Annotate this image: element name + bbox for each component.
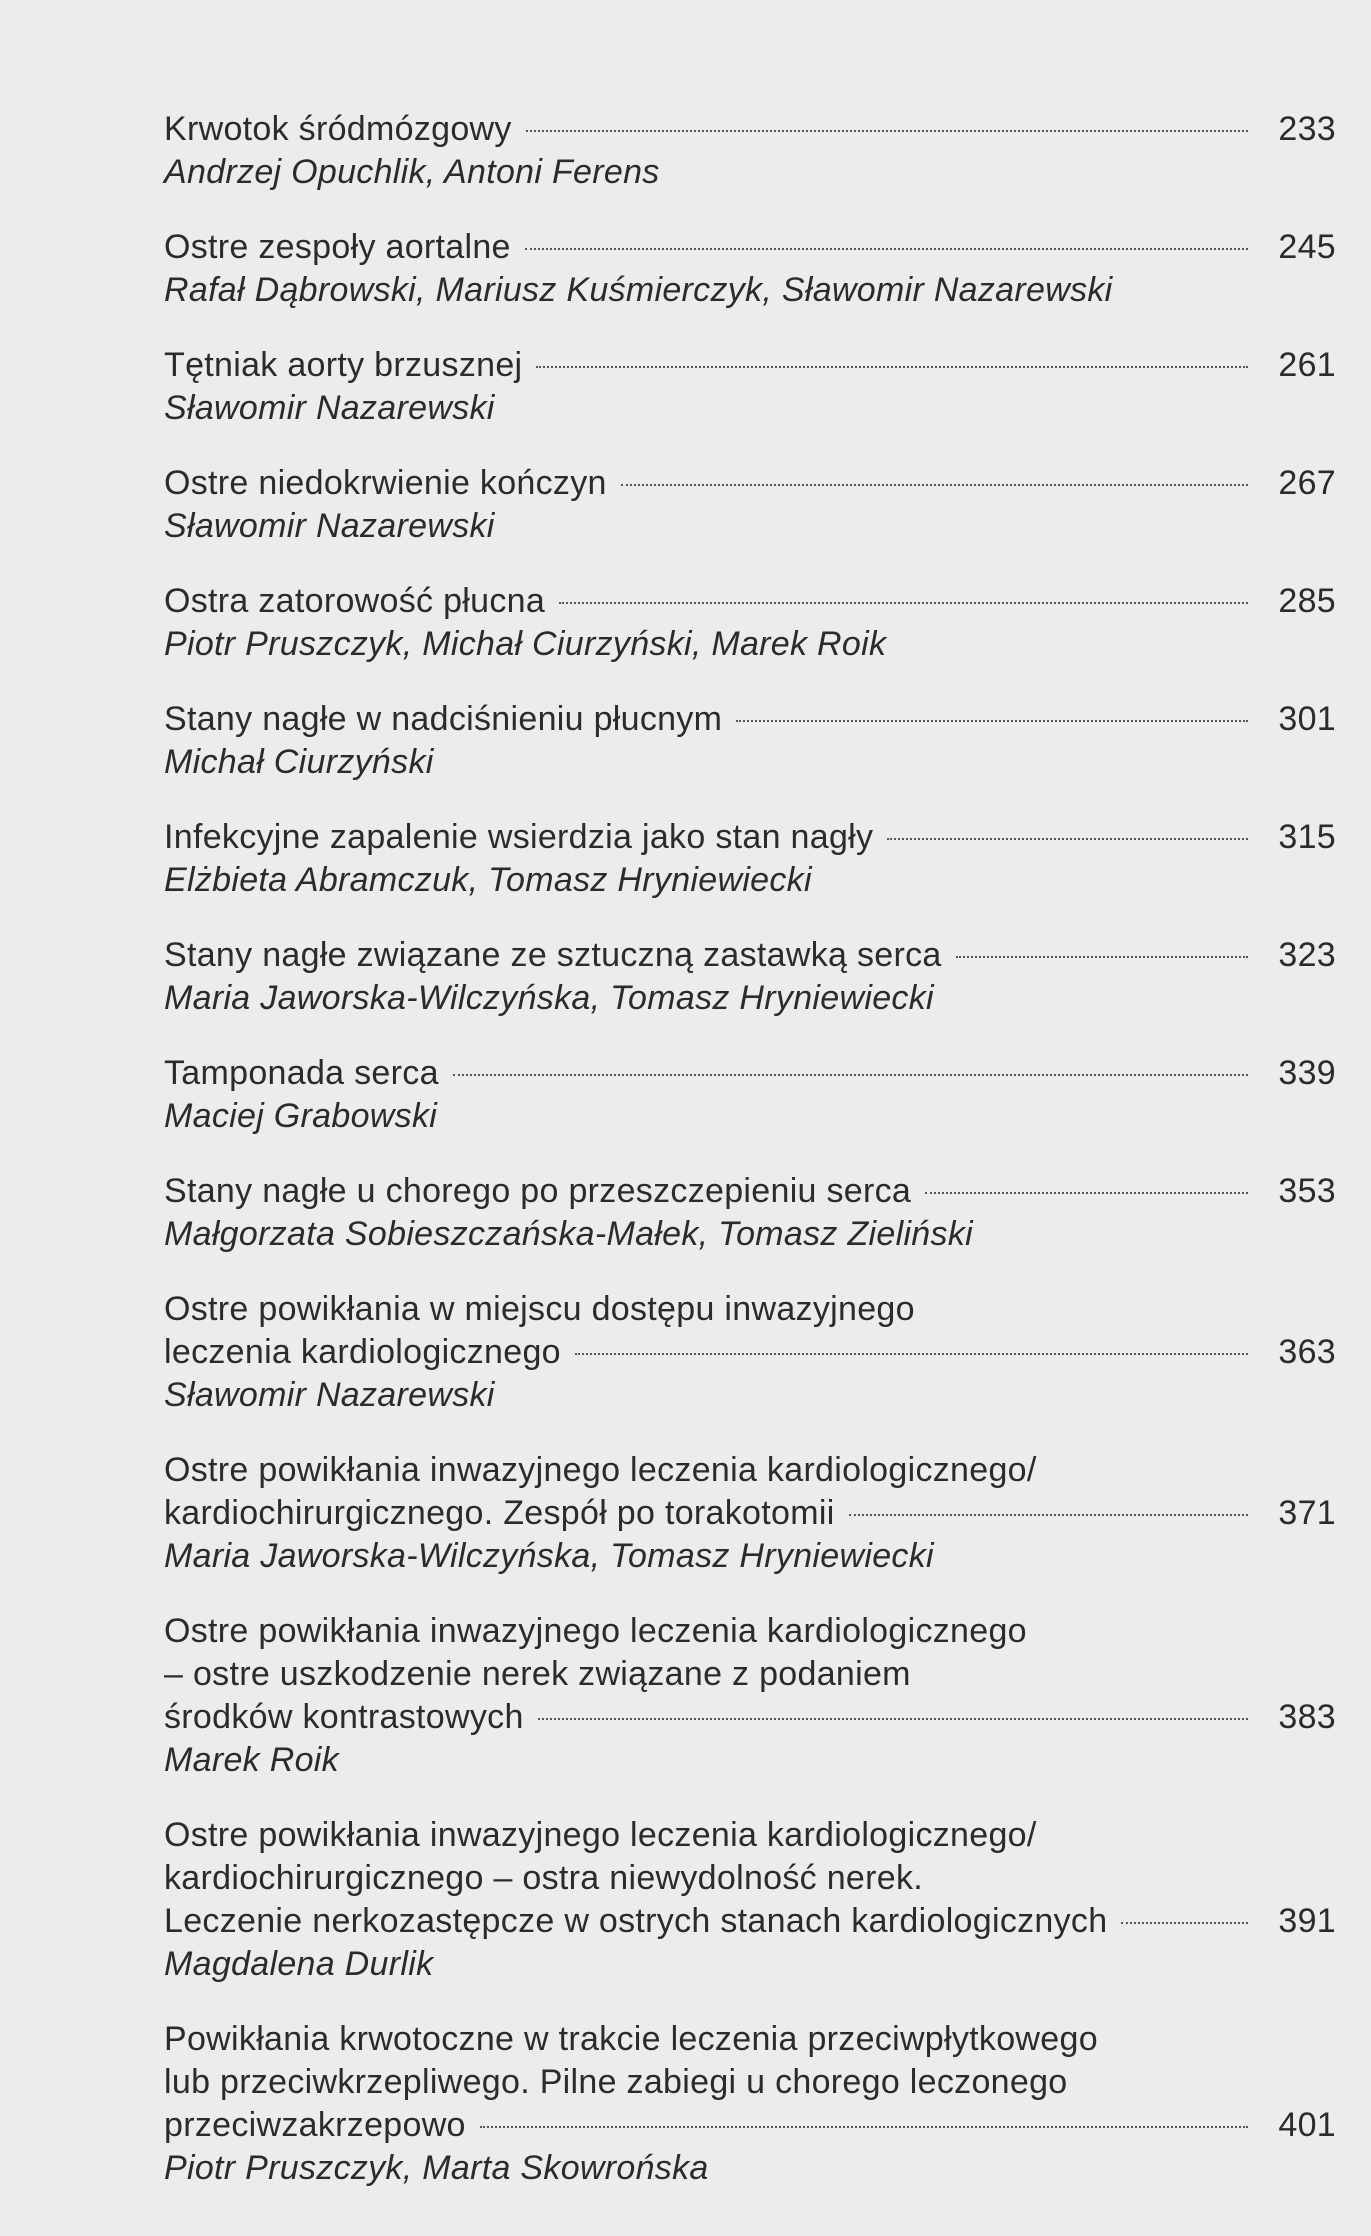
toc-entry-page-number: 261	[1278, 346, 1336, 384]
toc-entry-page-number: 233	[1278, 110, 1336, 148]
toc-entry-page-number: 353	[1278, 1172, 1336, 1210]
toc-entry-authors: Piotr Pruszczyk, Marta Skowrońska	[164, 2149, 709, 2187]
toc-entry-title-line: Stany nagłe związane ze sztuczną zastawką serca	[164, 936, 942, 974]
toc-entry-page-number: 285	[1278, 582, 1336, 620]
toc-entry-page-number: 401	[1278, 2106, 1336, 2144]
dot-leader	[849, 1514, 1248, 1516]
toc-entry	[164, 108, 1336, 194]
toc-entry	[164, 816, 1336, 902]
dot-leader	[887, 838, 1248, 840]
toc-entry	[164, 344, 1336, 430]
toc-entry-authors: Małgorzata Sobieszczańska-Małek, Tomasz Zieliński	[164, 1215, 973, 1253]
toc-entry-page-number: 245	[1278, 228, 1336, 266]
toc-entry-page-number: 301	[1278, 700, 1336, 738]
toc-entry-authors: Sławomir Nazarewski	[164, 389, 495, 427]
toc-entry-page-number: 391	[1278, 1902, 1336, 1940]
dot-leader	[453, 1074, 1248, 1076]
toc-entry-page-number: 267	[1278, 464, 1336, 502]
dot-leader	[621, 484, 1248, 486]
toc-entry-page-number: 315	[1278, 818, 1336, 856]
toc-entry-authors: Elżbieta Abramczuk, Tomasz Hryniewiecki	[164, 861, 812, 899]
toc-entry-title-line: kardiochirurgicznego. Zespół po torakotomii	[164, 1494, 835, 1532]
toc-entry-title-row	[164, 816, 1336, 859]
toc-entry-title-row	[164, 108, 1336, 151]
dot-leader	[559, 602, 1248, 604]
table-of-contents	[164, 108, 1336, 2222]
toc-entry-authors: Marek Roik	[164, 1741, 339, 1779]
toc-entry-title-row	[164, 1900, 1336, 1943]
toc-entry-title-line: – ostre uszkodzenie nerek związane z podaniem	[164, 1655, 911, 1693]
toc-entry-title-row	[164, 934, 1336, 977]
toc-entry-title-line: Stany nagłe u chorego po przeszczepieniu serca	[164, 1172, 912, 1210]
toc-entry-title-line: lub przeciwkrzepliwego. Pilne zabiegi u chorego leczonego	[164, 2063, 1068, 2101]
toc-entry-title-line: Tamponada serca	[164, 1054, 439, 1092]
toc-entry-title-line: przeciwzakrzepowo	[164, 2106, 466, 2144]
toc-entry-title-line: Tętniak aorty brzusznej	[164, 346, 523, 384]
toc-entry-title-row	[164, 2104, 1336, 2147]
toc-entry-title-line: środków kontrastowych	[164, 1698, 524, 1736]
toc-entry-title-line: Leczenie nerkozastępcze w ostrych stanach kardiologicznych	[164, 1902, 1108, 1940]
toc-entry-page-number: 383	[1278, 1698, 1336, 1736]
dot-leader	[1121, 1922, 1248, 1924]
toc-entry-title-row	[164, 1052, 1336, 1095]
toc-entry-authors: Sławomir Nazarewski	[164, 1376, 495, 1414]
dot-leader	[526, 130, 1248, 132]
dot-leader	[538, 1718, 1248, 1720]
toc-entry-title-line: leczenia kardiologicznego	[164, 1333, 561, 1371]
toc-entry	[164, 1052, 1336, 1138]
toc-entry-authors: Sławomir Nazarewski	[164, 507, 495, 545]
toc-entry-authors: Maciej Grabowski	[164, 1097, 438, 1135]
toc-entry	[164, 1170, 1336, 1256]
toc-entry	[164, 2018, 1336, 2190]
toc-entry-authors: Michał Ciurzyński	[164, 743, 434, 781]
toc-entry-title-row	[164, 1170, 1336, 1213]
toc-entry-authors: Magdalena Durlik	[164, 1945, 434, 1983]
toc-entry	[164, 580, 1336, 666]
dot-leader	[575, 1353, 1248, 1355]
toc-entry	[164, 934, 1336, 1020]
toc-entry-page-number: 339	[1278, 1054, 1336, 1092]
toc-entry-page-number: 323	[1278, 936, 1336, 974]
toc-entry-title-row	[164, 1492, 1336, 1535]
toc-entry	[164, 1610, 1336, 1782]
toc-entry-title-line: Ostre powikłania inwazyjnego leczenia kardiologicznego	[164, 1612, 1027, 1650]
toc-entry-title-line: Infekcyjne zapalenie wsierdzia jako stan nagły	[164, 818, 874, 856]
toc-entry-title-line: Ostre niedokrwienie kończyn	[164, 464, 607, 502]
toc-entry-title-line: Krwotok śródmózgowy	[164, 110, 512, 148]
toc-entry-title-row	[164, 580, 1336, 623]
dot-leader	[480, 2126, 1248, 2128]
toc-entry	[164, 1814, 1336, 1986]
toc-entry-title-line: Ostre powikłania inwazyjnego leczenia kardiologicznego/	[164, 1451, 1037, 1489]
toc-entry-title-row	[164, 462, 1336, 505]
toc-entry-title-line: kardiochirurgicznego – ostra niewydolność nerek.	[164, 1859, 924, 1897]
toc-entry-authors: Piotr Pruszczyk, Michał Ciurzyński, Marek Roik	[164, 625, 887, 663]
toc-entry	[164, 462, 1336, 548]
toc-entry-title-line: Stany nagłe w nadciśnieniu płucnym	[164, 700, 723, 738]
toc-entry-title-row	[164, 1696, 1336, 1739]
toc-entry-authors: Maria Jaworska-Wilczyńska, Tomasz Hryniewiecki	[164, 979, 934, 1017]
toc-entry-title-line: Ostre powikłania inwazyjnego leczenia kardiologicznego/	[164, 1816, 1037, 1854]
toc-entry-title-line: Ostre zespoły aortalne	[164, 228, 511, 266]
toc-entry-authors: Rafał Dąbrowski, Mariusz Kuśmierczyk, Sławomir Nazarewski	[164, 271, 1113, 309]
toc-entry-page-number: 363	[1278, 1333, 1336, 1371]
toc-entry-title-row	[164, 344, 1336, 387]
dot-leader	[925, 1192, 1248, 1194]
toc-entry-page-number: 371	[1278, 1494, 1336, 1532]
toc-entry	[164, 226, 1336, 312]
toc-entry-title-line: Powikłania krwotoczne w trakcie leczenia przeciwpłytkowego	[164, 2020, 1098, 2058]
toc-entry-title-row	[164, 698, 1336, 741]
toc-entry-authors: Andrzej Opuchlik, Antoni Ferens	[164, 153, 660, 191]
toc-entry-title-row	[164, 226, 1336, 269]
dot-leader	[525, 248, 1248, 250]
toc-entry	[164, 1288, 1336, 1417]
toc-entry-title-line: Ostre powikłania w miejscu dostępu inwazyjnego	[164, 1290, 915, 1328]
toc-entry-authors: Maria Jaworska-Wilczyńska, Tomasz Hryniewiecki	[164, 1537, 934, 1575]
toc-entry	[164, 698, 1336, 784]
dot-leader	[736, 720, 1248, 722]
toc-entry	[164, 1449, 1336, 1578]
dot-leader	[536, 366, 1248, 368]
toc-entry-title-line: Ostra zatorowość płucna	[164, 582, 546, 620]
dot-leader	[956, 956, 1248, 958]
toc-entry-title-row	[164, 1331, 1336, 1374]
